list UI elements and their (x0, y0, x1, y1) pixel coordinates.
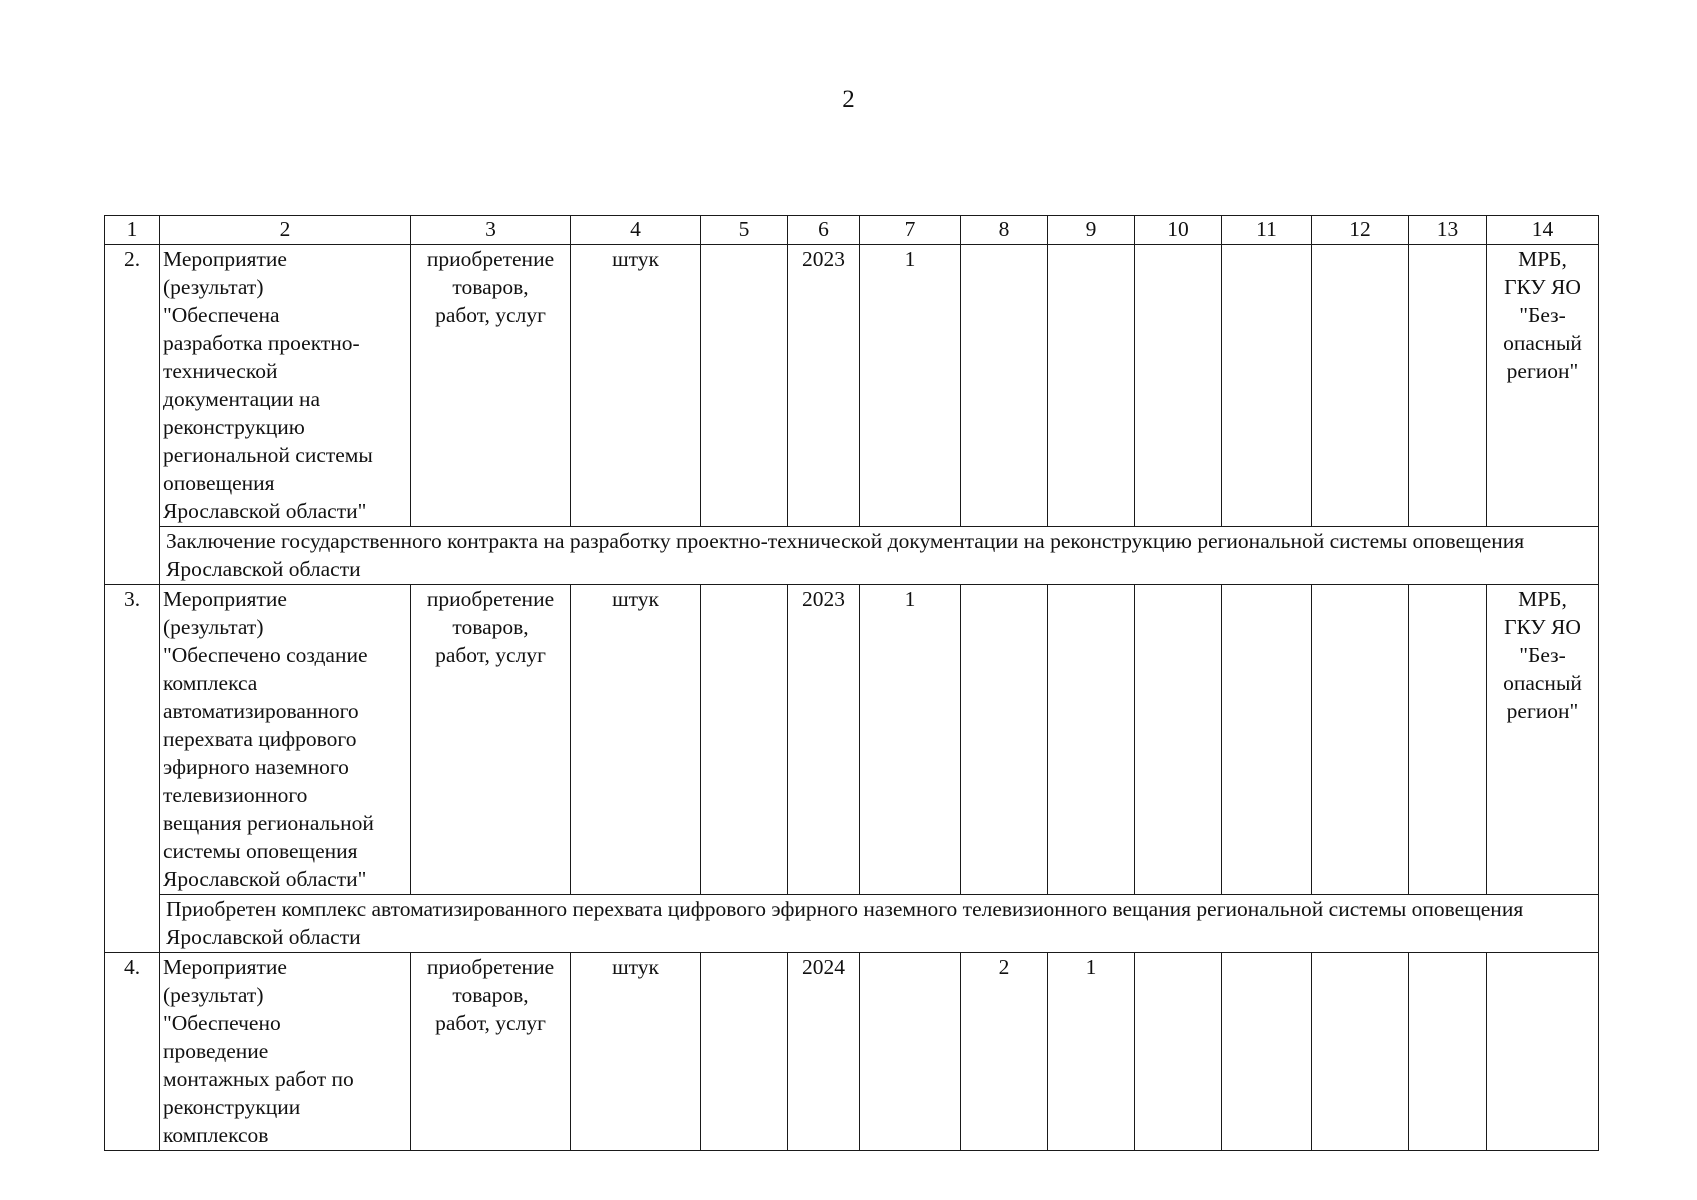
year-cell: 2023 (788, 245, 860, 527)
note-row (105, 895, 1599, 953)
table-cell (961, 585, 1048, 895)
column-header: 6 (788, 216, 860, 245)
table-cell (1222, 953, 1312, 1151)
row-number: 2. (105, 245, 160, 585)
row-number: 3. (105, 585, 160, 953)
page-number: 2 (842, 86, 855, 113)
table-cell (961, 245, 1048, 527)
column-header: 3 (411, 216, 571, 245)
column-header: 2 (160, 216, 411, 245)
unit-cell: штук (571, 953, 701, 1151)
unit-cell: штук (571, 585, 701, 895)
table-cell (1409, 953, 1487, 1151)
column-header: 4 (571, 216, 701, 245)
column-header: 14 (1487, 216, 1599, 245)
table-row (105, 585, 1599, 895)
table-cell (1312, 953, 1409, 1151)
result-description: Заключение государственного контракта на разработку проектно-технической документации на реконструкцию региональной системы оповещения Ярославской области (160, 527, 1599, 585)
column-header: 8 (961, 216, 1048, 245)
event-name-cell: Мероприятие (результат) "Обеспечено создание комплекса автоматизированного перехвата цифрового эфирного наземного телевизионного вещания региональной системы оповещения Ярославской области" (160, 585, 411, 895)
year-cell: 2023 (788, 585, 860, 895)
table-row (105, 953, 1599, 1151)
table-cell (1135, 953, 1222, 1151)
event-type-cell: приобретение товаров, работ, услуг (411, 953, 571, 1151)
table-cell (1135, 585, 1222, 895)
table-cell (1312, 245, 1409, 527)
responsible-cell: МРБ, ГКУ ЯО "Без- опасный регион" (1487, 245, 1599, 527)
table-cell (701, 245, 788, 527)
column-header: 5 (701, 216, 788, 245)
table-cell (1222, 245, 1312, 527)
result-description: Приобретен комплекс автоматизированного перехвата цифрового эфирного наземного телевизионного вещания региональной системы оповещения Ярославской области (160, 895, 1599, 953)
column-header: 13 (1409, 216, 1487, 245)
row-number: 4. (105, 953, 160, 1151)
column-header: 1 (105, 216, 160, 245)
event-type-cell: приобретение товаров, работ, услуг (411, 585, 571, 895)
table-cell (1409, 245, 1487, 527)
unit-cell: штук (571, 245, 701, 527)
table-cell (1048, 245, 1135, 527)
table-cell: 1 (860, 585, 961, 895)
table-cell (701, 585, 788, 895)
event-name-cell: Мероприятие (результат) "Обеспечена разработка проектно- технической документации на реконструкцию региональной системы оповещения Ярославской области" (160, 245, 411, 527)
indicators-table (104, 215, 1599, 1151)
table-cell: 2 (961, 953, 1048, 1151)
note-row (105, 527, 1599, 585)
year-cell: 2024 (788, 953, 860, 1151)
table-cell (1222, 585, 1312, 895)
column-header: 9 (1048, 216, 1135, 245)
responsible-cell: МРБ, ГКУ ЯО "Без- опасный регион" (1487, 585, 1599, 895)
column-header: 10 (1135, 216, 1222, 245)
table-cell (701, 953, 788, 1151)
table-cell (1312, 585, 1409, 895)
event-type-cell: приобретение товаров, работ, услуг (411, 245, 571, 527)
header-row (105, 216, 1599, 245)
column-header: 7 (860, 216, 961, 245)
responsible-cell (1487, 953, 1599, 1151)
event-name-cell: Мероприятие (результат) "Обеспечено проведение монтажных работ по реконструкции комплексов (160, 953, 411, 1151)
table-cell (860, 953, 961, 1151)
table-cell: 1 (860, 245, 961, 527)
table-cell: 1 (1048, 953, 1135, 1151)
table-cell (1135, 245, 1222, 527)
table-row (105, 245, 1599, 527)
column-header: 11 (1222, 216, 1312, 245)
table-cell (1048, 585, 1135, 895)
table-cell (1409, 585, 1487, 895)
column-header: 12 (1312, 216, 1409, 245)
